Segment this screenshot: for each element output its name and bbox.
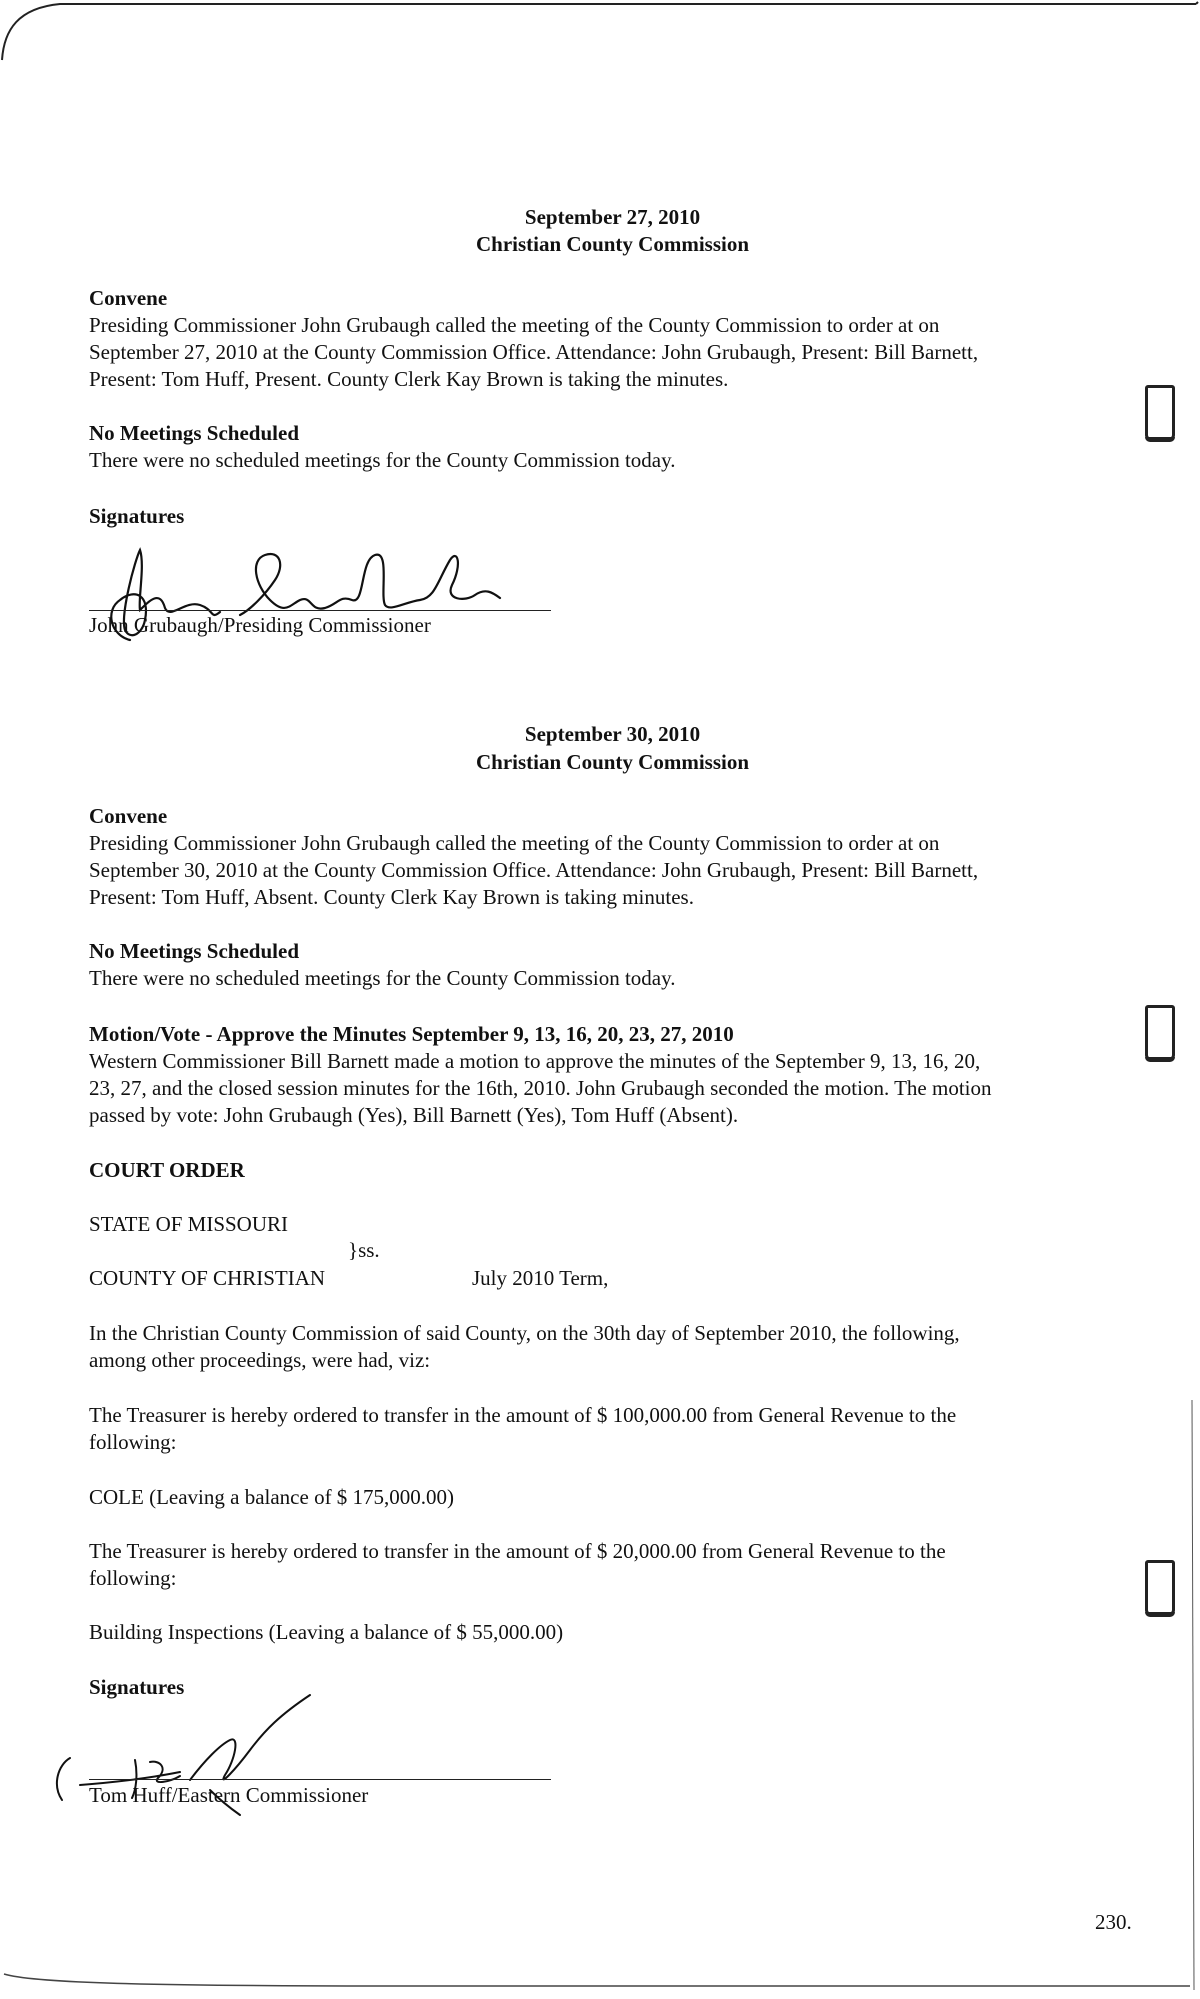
meeting1-convene-title: Convene — [89, 286, 168, 310]
court-order-transfer2-item — [89, 1619, 1109, 1646]
text-line: September 30, 2010 at the County Commission Office. Attendance: John Grubaugh, Present: Bill Barnett, — [89, 858, 979, 882]
binder-tab — [1145, 385, 1175, 441]
text-line: Building Inspections (Leaving a balance of $ 55,000.00) — [89, 1620, 564, 1644]
meeting1-convene-text — [89, 312, 1109, 393]
court-order-transfer1-item — [89, 1484, 1109, 1511]
meeting2-no-meetings-title: No Meetings Scheduled — [89, 939, 299, 963]
meeting2-convene-title: Convene — [89, 804, 168, 828]
text-line: passed by vote: John Grubaugh (Yes), Bill Barnett (Yes), Tom Huff (Absent). — [89, 1103, 739, 1127]
meeting1-signatures-title: Signatures — [89, 504, 185, 528]
text-line: September 27, 2010 at the County Commission Office. Attendance: John Grubaugh, Present: Bill Barnett, — [89, 340, 979, 364]
meeting1-signer-name: John Grubaugh/Presiding Commissioner — [89, 613, 431, 637]
court-order-intro — [89, 1320, 1109, 1374]
binder-tab — [1145, 1005, 1175, 1061]
court-order-state: STATE OF MISSOURI — [89, 1212, 289, 1236]
meeting2-motion-title: Motion/Vote - Approve the Minutes September 9, 13, 16, 20, 23, 27, 2010 — [89, 1022, 734, 1046]
court-order-county: COUNTY OF CHRISTIAN — [89, 1266, 326, 1290]
text-line: There were no scheduled meetings for the County Commission today. — [89, 448, 676, 472]
text-line: 23, 27, and the closed session minutes for the 16th, 2010. John Grubaugh seconded the motion. The motion — [89, 1076, 992, 1100]
meeting1-date: September 27, 2010 — [524, 205, 701, 229]
meeting2-motion-text — [89, 1048, 1109, 1129]
court-order-transfer2 — [89, 1538, 1109, 1592]
signature-tom-huff — [40, 1690, 340, 1830]
meeting2-no-meetings-text — [89, 965, 1109, 992]
text-line: Presiding Commissioner John Grubaugh called the meeting of the County Commission to order at on — [89, 831, 940, 855]
text-line: COLE (Leaving a balance of $ 175,000.00) — [89, 1485, 455, 1509]
text-line: There were no scheduled meetings for the County Commission today. — [89, 966, 676, 990]
meeting2-signer-name: Tom Huff/Eastern Commissioner — [89, 1783, 369, 1807]
meeting2-signatures-title: Signatures — [89, 1675, 185, 1699]
text-line: The Treasurer is hereby ordered to transfer in the amount of $ 20,000.00 from General Revenue to the — [89, 1539, 946, 1563]
text-line: Present: Tom Huff, Absent. County Clerk Kay Brown is taking minutes. — [89, 885, 694, 909]
meeting2-convene-text — [89, 830, 1109, 911]
meeting1-no-meetings-title: No Meetings Scheduled — [89, 421, 299, 445]
page-number: 230. — [1095, 1910, 1132, 1934]
signature-line — [89, 610, 551, 611]
text-line: Present: Tom Huff, Present. County Clerk Kay Brown is taking the minutes. — [89, 367, 729, 391]
binder-tab — [1145, 1560, 1175, 1616]
meeting2-body: Christian County Commission — [475, 750, 750, 774]
court-order-title: COURT ORDER — [89, 1158, 245, 1182]
text-line: The Treasurer is hereby ordered to transfer in the amount of $ 100,000.00 from General Revenue to the — [89, 1403, 957, 1427]
text-line: Presiding Commissioner John Grubaugh called the meeting of the County Commission to order at on — [89, 313, 940, 337]
meeting1-no-meetings-text — [89, 447, 1109, 474]
text-line: Western Commissioner Bill Barnett made a motion to approve the minutes of the September 9, 13, 16, 20, — [89, 1049, 981, 1073]
court-order-transfer1 — [89, 1402, 1109, 1456]
meeting2-date: September 30, 2010 — [524, 722, 701, 746]
text-line: In the Christian County Commission of said County, on the 30th day of September 2010, the following, — [89, 1321, 960, 1345]
court-order-ss: }ss. — [348, 1238, 380, 1262]
court-order-term: July 2010 Term, — [472, 1266, 609, 1290]
text-line: among other proceedings, were had, viz: — [89, 1348, 431, 1372]
meeting1-body: Christian County Commission — [475, 232, 750, 256]
text-line: following: — [89, 1430, 177, 1454]
signature-line — [89, 1779, 551, 1780]
text-line: following: — [89, 1566, 177, 1590]
